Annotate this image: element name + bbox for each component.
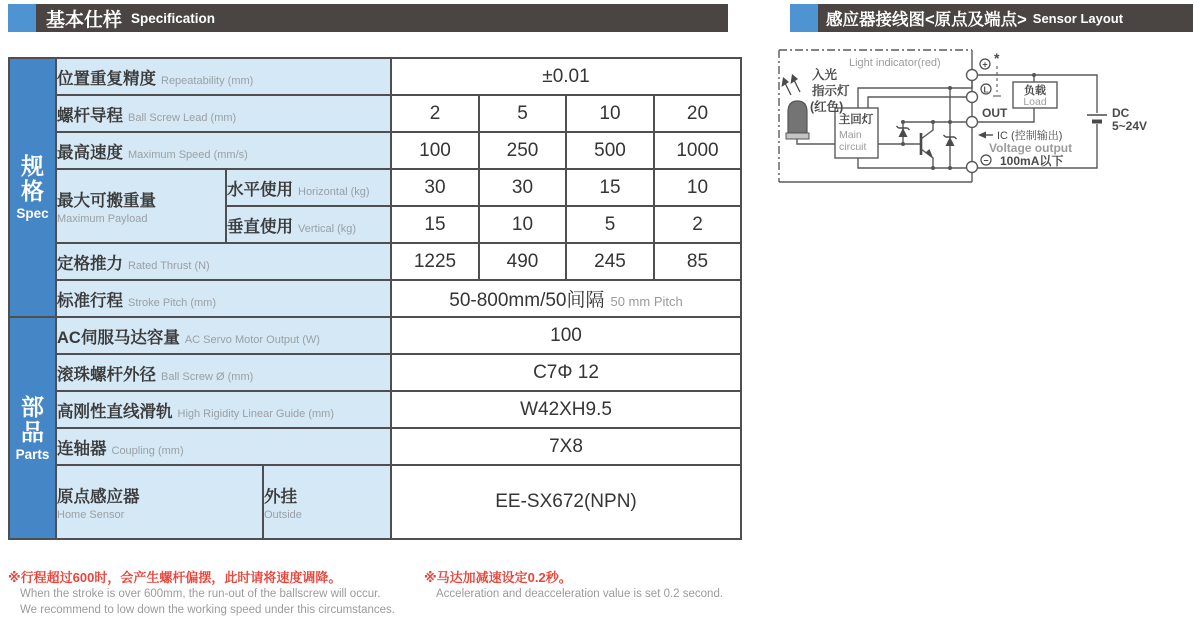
cell-value: 20 xyxy=(654,95,741,132)
cell-value: 7X8 xyxy=(391,428,741,465)
cell-value: 15 xyxy=(566,169,654,206)
section-label-parts xyxy=(9,317,56,539)
accent-square xyxy=(8,4,36,32)
footnote-stroke-zh: ※行程超过600时，会产生螺杆偏摆，此时请将速度调降。 xyxy=(8,570,342,585)
cell-value: 490 xyxy=(479,243,566,280)
light-label-zh3: (红色) xyxy=(810,100,844,114)
spec-table xyxy=(8,57,742,540)
led-indicator-icon xyxy=(782,74,810,139)
cell-value: 245 xyxy=(566,243,654,280)
row-label: 连轴器 Coupling (mm) xyxy=(56,428,391,465)
svg-text:−: − xyxy=(983,155,989,166)
cell-value: 10 xyxy=(566,95,654,132)
section-parts-en: Parts xyxy=(15,446,50,462)
cell-value: 1000 xyxy=(654,132,741,169)
section-spec-zh: 规格 xyxy=(21,153,44,204)
cell-value: W42XH9.5 xyxy=(391,391,741,428)
spec-header-title-en: Specification xyxy=(131,10,216,26)
ic-arrow-icon xyxy=(978,132,993,139)
terminal-minus xyxy=(967,162,978,173)
row-ball-screw-lead xyxy=(9,95,741,132)
footnote-stroke-en1: When the stroke is over 600mm, the run-out of the ballscrew will occur. xyxy=(20,588,381,600)
cell-value: 10 xyxy=(479,206,566,243)
footnote-acceleration-en: Acceleration and deacceleration value is set 0.2 second. xyxy=(436,588,724,600)
out-label: OUT xyxy=(982,106,1008,120)
section-spec-en: Spec xyxy=(16,206,49,221)
svg-text:L: L xyxy=(983,85,989,95)
footnote-stroke-en2: We recommend to low down the working speed under this circumstances. xyxy=(20,604,395,616)
cell-value: 2 xyxy=(654,206,741,243)
accent-square xyxy=(790,4,818,32)
cell-value: 50-800mm/50间隔 50 mm Pitch xyxy=(391,280,741,317)
row-label-home-sensor: 原点感应器 Home Sensor xyxy=(56,465,263,539)
cell-value: 85 xyxy=(654,243,741,280)
battery-icon xyxy=(1087,115,1107,122)
row-ball-screw-od xyxy=(9,354,741,391)
cell-value: 2 xyxy=(391,95,479,132)
row-coupling xyxy=(9,428,741,465)
wire-main-to-l xyxy=(868,97,966,108)
cell-value: 500 xyxy=(566,132,654,169)
zener-diode-icon xyxy=(897,126,910,137)
row-label: AC伺服马达容量 AC Servo Motor Output (W) xyxy=(56,317,391,354)
cell-value: 30 xyxy=(479,169,566,206)
cell-value: 250 xyxy=(479,132,566,169)
current-limit-label: 100mA以下 xyxy=(1000,154,1064,168)
sub-label-outside: 外挂 Outside xyxy=(263,465,391,539)
cell-value: 5 xyxy=(566,206,654,243)
terminal-plus xyxy=(967,70,978,81)
row-label: 标准行程 Stroke Pitch (mm) xyxy=(56,280,391,317)
svg-text:+: + xyxy=(982,59,988,70)
cell-value: 1225 xyxy=(391,243,479,280)
sensor-header-title-zh: 感应器接线图<原点及端点> xyxy=(826,11,1027,29)
terminal-l xyxy=(967,92,978,103)
row-label-payload: 最大可搬重量 Maximum Payload xyxy=(56,169,226,243)
row-home-sensor xyxy=(9,465,741,539)
cell-value: 100 xyxy=(391,317,741,354)
row-label: 最高速度 Maximum Speed (mm/s) xyxy=(56,132,391,169)
voltage-output-label: Voltage output xyxy=(989,141,1073,155)
cell-value: ±0.01 xyxy=(391,58,741,95)
load-label-en: Load xyxy=(1023,96,1047,108)
cell-value: 15 xyxy=(391,206,479,243)
footnote-acceleration-zh: ※马达加减速设定0.2秒。 xyxy=(424,570,572,585)
row-payload-horizontal xyxy=(9,169,741,206)
wire-led-to-main xyxy=(797,139,835,144)
row-label: 位置重复精度 Repeatability (mm) xyxy=(56,58,391,95)
spec-header-bar xyxy=(8,4,728,32)
main-circuit-label-en2: circuit xyxy=(839,141,867,153)
ic-label: IC (控制输出) xyxy=(997,130,1063,142)
cell-value: EE-SX672(NPN) xyxy=(391,465,741,539)
cell-value: C7Φ 12 xyxy=(391,354,741,391)
row-label: 高刚性直线滑轨 High Rigidity Linear Guide (mm) xyxy=(56,391,391,428)
row-linear-guide xyxy=(9,391,741,428)
section-label-spec xyxy=(9,58,56,317)
row-stroke-pitch xyxy=(9,280,741,317)
light-label-zh1: 入光 xyxy=(812,68,838,82)
light-label-zh2: 指示灯 xyxy=(812,84,850,98)
main-circuit-label-en1: Main xyxy=(839,129,862,141)
row-label: 滚珠螺杆外径 Ball Screw Ø (mm) xyxy=(56,354,391,391)
row-repeatability xyxy=(9,58,741,95)
terminal-out xyxy=(967,117,978,128)
sub-label-horizontal: 水平使用 Horizontal (kg) xyxy=(226,169,391,206)
section-parts-zh: 部品 xyxy=(21,393,44,445)
wire-main-to-plus xyxy=(858,81,972,108)
sub-label-vertical: 垂直使用 Vertical (kg) xyxy=(226,206,391,243)
sensor-header-bar xyxy=(790,4,1193,32)
light-indicator-label: Light indicator(red) xyxy=(849,57,941,69)
zener-diode-icon xyxy=(944,135,957,146)
row-label: 螺杆导程 Ball Screw Lead (mm) xyxy=(56,95,391,132)
load-label-zh: 负载 xyxy=(1024,85,1046,97)
footnote-acceleration xyxy=(424,569,723,602)
row-ac-servo xyxy=(9,317,741,354)
dc-label: DC xyxy=(1112,106,1130,120)
cell-value: 5 xyxy=(479,95,566,132)
main-circuit-label-zh: 主回灯 xyxy=(838,114,874,126)
row-rated-thrust xyxy=(9,243,741,280)
row-max-speed xyxy=(9,132,741,169)
row-label: 定格推力 Rated Thrust (N) xyxy=(56,243,391,280)
footnote-stroke xyxy=(8,569,395,618)
sensor-wiring-diagram xyxy=(770,45,1200,215)
cell-value: 100 xyxy=(391,132,479,169)
asterisk: * xyxy=(994,50,1000,66)
dc-voltage-label: 5~24V xyxy=(1112,119,1148,133)
spec-header-title-zh: 基本仕样 xyxy=(46,9,123,31)
cell-value: 30 xyxy=(391,169,479,206)
wire-collector xyxy=(921,122,933,139)
sensor-header-title-en: Sensor Layout xyxy=(1032,10,1124,26)
cell-value: 10 xyxy=(654,169,741,206)
